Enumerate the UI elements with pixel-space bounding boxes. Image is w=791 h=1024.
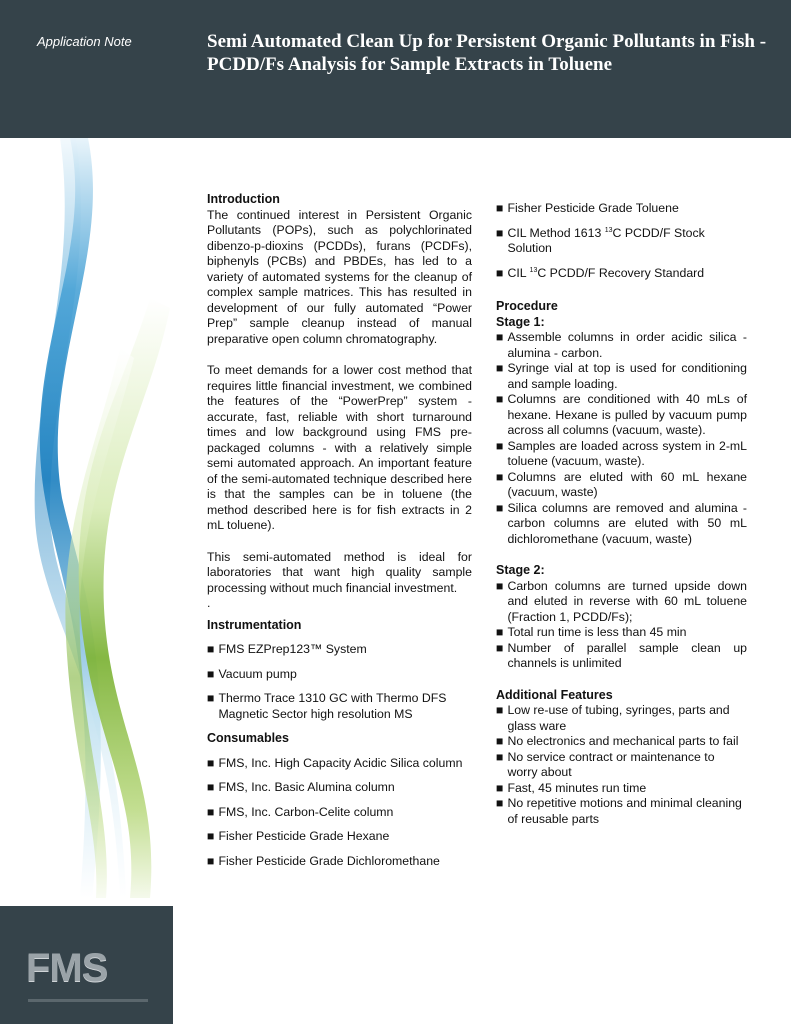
intro-paragraph-2: To meet demands for a lower cost method that requires little financial investment, we combined the features of the “PowerPrep” system - accurate, fast, reliable with short turnaround times and low background using FMS pre-packaged columns - with a relatively simple semi automated approach. An important feature of the semi-automated technique described here is that the samples can be in toluene (the method described here is for fish extracts in 2 mL toluene). xyxy=(207,363,472,532)
list-item: ■ CIL $^{13}$C PCDD/F Recovery Standard xyxy=(496,265,705,280)
intro-stray-period: . xyxy=(207,596,211,610)
consumables-heading: Consumables xyxy=(207,731,289,745)
left-column xyxy=(207,192,472,878)
list-item: ■ Silica columns are removed and alumina - carbon columns are eluted with 50 mL dichloromethane (vacuum, waste) xyxy=(496,500,747,546)
features-heading: Additional Features xyxy=(496,687,613,702)
stage-1-heading: Stage 1: xyxy=(496,314,545,329)
list-item: ■ Columns are eluted with 60 mL hexane (vacuum, waste) xyxy=(496,469,747,499)
logo-panel xyxy=(0,906,173,1024)
list-item: ■ Fast, 45 minutes run time xyxy=(496,780,647,795)
list-item: ■ Total run time is less than 45 min xyxy=(496,625,687,639)
list-item: ■ FMS EZPrep123™ System xyxy=(207,642,367,656)
procedure-heading: Procedure xyxy=(496,299,558,313)
list-item: ■ Thermo Trace 1310 GC with Thermo DFS Magnetic Sector high resolution MS xyxy=(207,691,447,721)
list-item: ■ Samples are loaded across system in 2-mL toluene (vacuum, waste). xyxy=(496,438,747,468)
intro-paragraph-3: This semi-automated method is ideal for laboratories that want high quality sample processing without much financial investment. xyxy=(207,549,472,595)
list-item: ■ No repetitive motions and minimal cleaning of reusable parts xyxy=(496,796,742,826)
right-column xyxy=(496,201,747,827)
list-item: ■ No electronics and mechanical parts to fail xyxy=(496,734,739,748)
list-item: ■ FMS, Inc. Carbon-Celite column xyxy=(207,804,394,819)
fms-logo: FMS xyxy=(26,946,108,990)
intro-paragraph-1: The continued interest in Persistent Organic Pollutants (POPs), such as polychlorinated dibenzo-p-dioxins (PCDDs), furans (PCDFs), biphenyls (PCBs) and PBDEs, has led to a variety of automated systems for the cleanup of complex sample matrices. This has resulted in development of our fully automated “Power Prep” sample cleanup instead of manual preparative open column chromatography. xyxy=(207,207,472,346)
list-item: ■ CIL Method 1613 $^{13}$C PCDD/F Stock Solution xyxy=(496,225,705,255)
list-item: ■ Columns are conditioned with 40 mLs of hexane. Hexane is pulled by vacuum pump across all columns (vacuum, waste). xyxy=(496,392,747,437)
list-item: ■ Fisher Pesticide Grade Dichloromethane xyxy=(207,853,440,868)
header-banner xyxy=(0,0,791,138)
list-item: ■ Carbon columns are turned upside down and eluted in reverse with 60 mL toluene (Fraction 1, PCDD/Fs); xyxy=(496,578,747,624)
list-item: ■ FMS, Inc. High Capacity Acidic Silica column xyxy=(207,755,463,770)
list-item: ■ Assemble columns in order acidic silica - alumina - carbon. xyxy=(496,330,747,360)
list-item: ■ FMS, Inc. Basic Alumina column xyxy=(207,780,395,794)
list-item: ■ Fisher Pesticide Grade Toluene xyxy=(496,201,679,215)
list-item: ■ Fisher Pesticide Grade Hexane xyxy=(207,829,390,843)
document-type-label: Application Note xyxy=(37,34,132,49)
instrumentation-heading: Instrumentation xyxy=(207,617,302,632)
list-item: ■ Low re-use of tubing, syringes, parts and glass ware xyxy=(496,703,730,733)
logo-underline xyxy=(28,999,148,1002)
stage-2-heading: Stage 2: xyxy=(496,563,545,577)
intro-heading: Introduction xyxy=(207,192,280,206)
decorative-swirl xyxy=(0,138,175,898)
list-item: ■ Vacuum pump xyxy=(207,666,297,681)
page-title: Semi Automated Clean Up for Persistent Organic Pollutants in Fish - PCDD/Fs Analysis for Sample Extracts in Toluene xyxy=(207,31,767,75)
list-item: ■ No service contract or maintenance to worry about xyxy=(496,749,715,779)
list-item: ■ Syringe vial at top is used for conditioning and sample loading. xyxy=(496,361,747,391)
list-item: ■ Number of parallel sample clean up channels is unlimited xyxy=(496,640,747,670)
